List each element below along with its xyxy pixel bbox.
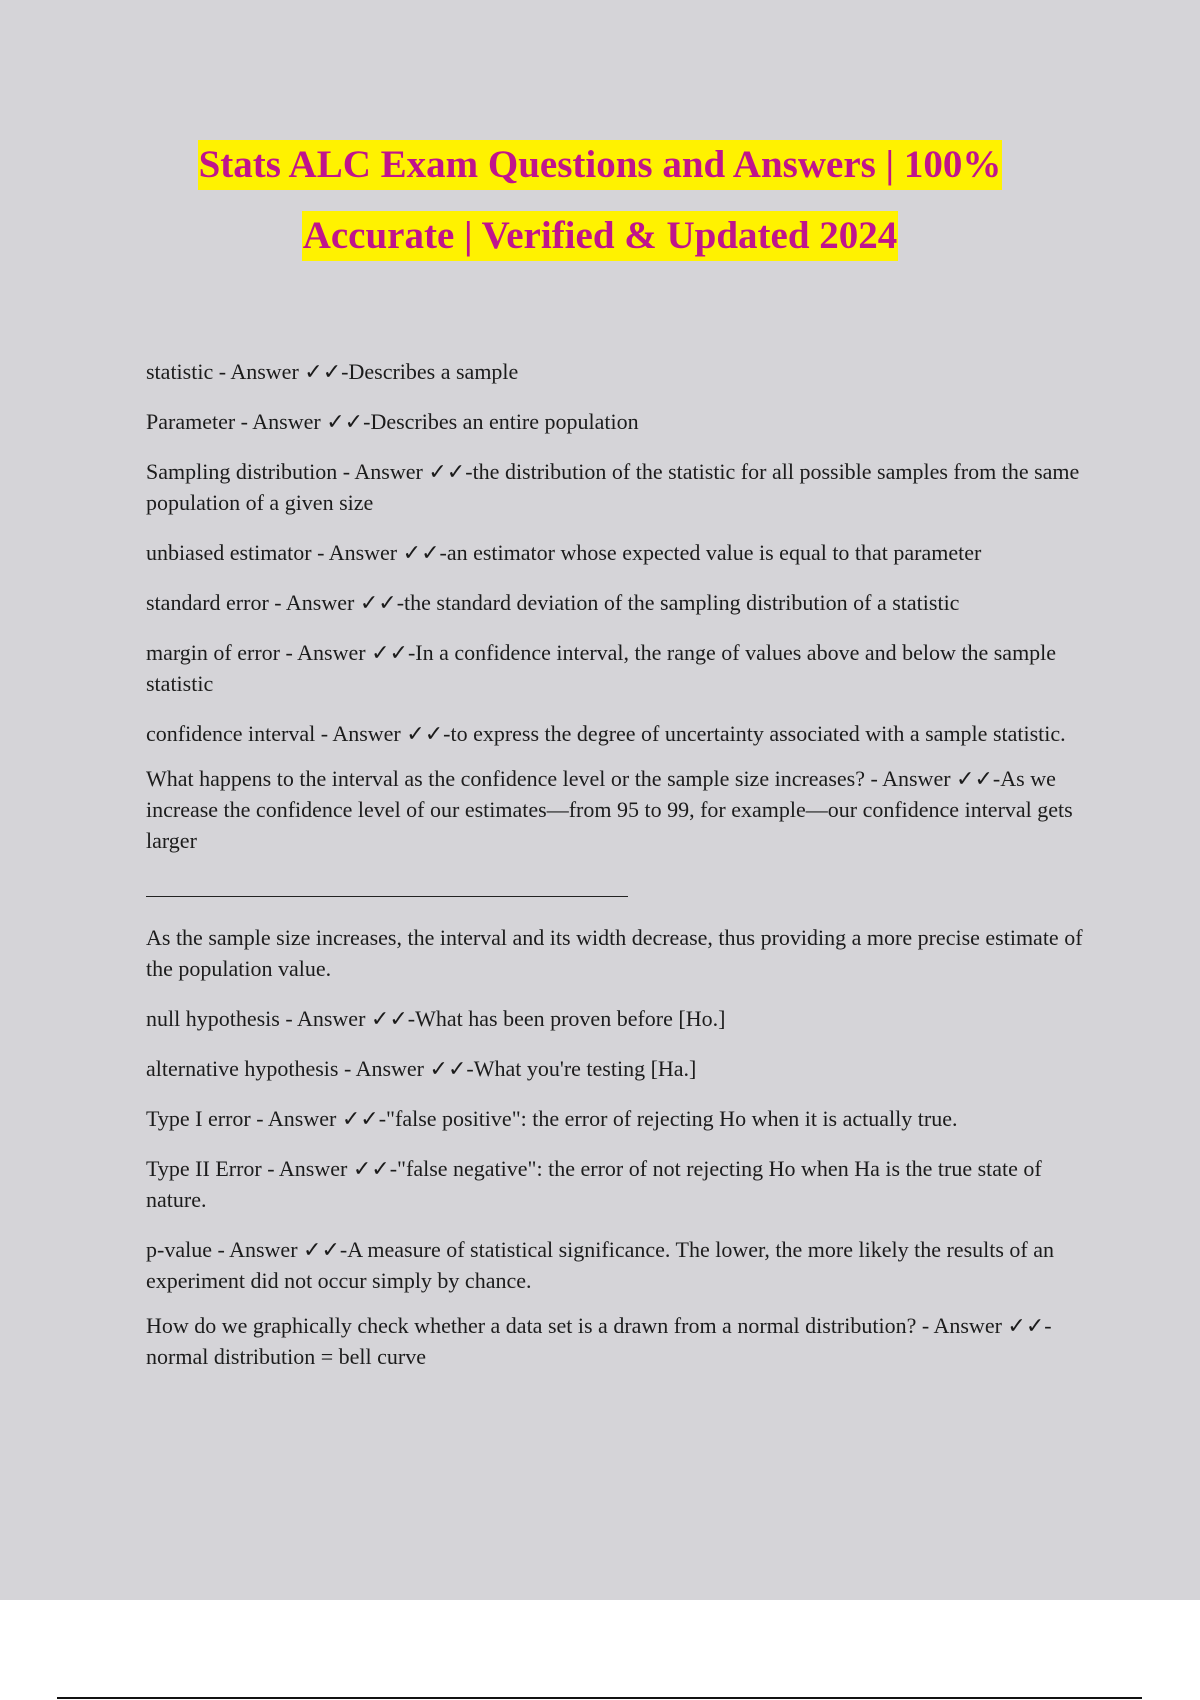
double-check-icon: ✓✓ <box>956 766 993 791</box>
double-check-icon: ✓✓ <box>326 409 364 434</box>
double-check-icon: ✓✓ <box>371 640 408 665</box>
qa-item-null-hypothesis <box>146 1003 1091 1034</box>
term: statistic <box>146 359 214 384</box>
separator: - <box>268 590 286 615</box>
dash: - <box>465 459 473 484</box>
separator: - <box>864 766 883 791</box>
answer-label: Answer <box>332 721 407 746</box>
definition: "false negative": the error of not rejecting Ho when Ha is the true state of nature. <box>146 1156 1042 1212</box>
term: What happens to the interval as the confidence level or the sample size increases? <box>146 766 865 791</box>
title-line-1: Stats ALC Exam Questions and Answers | 100% <box>198 140 1003 190</box>
qa-item-type-1-error <box>146 1103 1091 1134</box>
title-line-2: Accurate | Verified & Updated 2024 <box>302 211 899 261</box>
separator: - <box>279 1006 297 1031</box>
term: standard error <box>146 590 269 615</box>
term: null hypothesis <box>146 1006 280 1031</box>
dash: - <box>396 590 405 615</box>
qa-continuation: As the sample size increases, the interval and its width decrease, thus providing a more precise estimate of the population value. <box>146 925 1083 981</box>
qa-item-p-value <box>146 1234 1091 1296</box>
term: Type I error <box>146 1106 251 1131</box>
dash: - <box>992 766 1001 791</box>
definition: the standard deviation of the sampling distribution of a statistic <box>404 590 960 615</box>
separator: - <box>235 409 253 434</box>
qa-list <box>146 356 1091 1372</box>
definition: an estimator whose expected value is equal to that parameter <box>446 540 982 565</box>
dash: - <box>439 540 447 565</box>
qa-item-interval-change <box>146 763 1091 856</box>
double-check-icon: ✓✓ <box>1007 1313 1045 1338</box>
double-check-icon: ✓✓ <box>402 540 440 565</box>
answer-label: Answer <box>230 359 305 384</box>
dash: - <box>341 359 349 384</box>
answer-label: Answer <box>296 1006 371 1031</box>
answer-label: Answer <box>297 640 372 665</box>
separator: - <box>315 721 333 746</box>
definition: Describes a sample <box>348 359 519 384</box>
term: unbiased estimator <box>146 540 312 565</box>
separator: - <box>916 1313 934 1338</box>
answer-label: Answer <box>229 1237 304 1262</box>
term: margin of error <box>146 640 280 665</box>
answer-label: Answer <box>933 1313 1008 1338</box>
definition: What you're testing [Ha.] <box>473 1056 697 1081</box>
answer-label: Answer <box>354 459 429 484</box>
double-check-icon: ✓✓ <box>341 1106 379 1131</box>
answer-label: Answer <box>252 409 327 434</box>
qa-item-unbiased-estimator <box>146 537 1091 568</box>
qa-item-normal-check <box>146 1310 1091 1372</box>
answer-label: Answer <box>882 766 957 791</box>
definition: What has been proven before [Ho.] <box>415 1006 726 1031</box>
answer-label: Answer <box>328 540 403 565</box>
double-check-icon: ✓✓ <box>304 359 342 384</box>
double-check-icon: ✓✓ <box>359 590 397 615</box>
separator: - <box>338 1056 356 1081</box>
double-check-icon: ✓✓ <box>352 1156 390 1181</box>
definition: to express the degree of uncertainty associated with a sample statistic. <box>450 721 1066 746</box>
qa-item-type-2-error <box>146 1153 1091 1215</box>
separator: - <box>211 1237 230 1262</box>
term: Parameter <box>146 409 236 434</box>
definition: In a confidence interval, the range of values above and below the sample statistic <box>146 640 1057 696</box>
qa-item-alternative-hypothesis <box>146 1053 1091 1084</box>
answer-label: Answer <box>285 590 360 615</box>
qa-item-margin-of-error <box>146 637 1091 699</box>
dash: - <box>466 1056 474 1081</box>
definition: the distribution of the statistic for all possible samples from the same population of a given size <box>146 459 1080 515</box>
term: Sampling distribution <box>146 459 338 484</box>
term: Type II Error <box>146 1156 262 1181</box>
qa-item-statistic <box>146 356 1091 387</box>
definition: Describes an entire population <box>370 409 639 434</box>
double-check-icon: ✓✓ <box>370 1006 408 1031</box>
double-check-icon: ✓✓ <box>406 721 444 746</box>
qa-item-confidence-interval <box>146 718 1091 749</box>
term: p-value <box>146 1237 212 1262</box>
double-check-icon: ✓✓ <box>428 459 466 484</box>
footer-rule <box>57 1697 1142 1699</box>
separator: - <box>213 359 231 384</box>
term: confidence interval <box>146 721 316 746</box>
qa-item-standard-error <box>146 587 1091 618</box>
double-check-icon: ✓✓ <box>303 1237 340 1262</box>
definition: "false positive": the error of rejecting Ho when it is actually true. <box>386 1106 958 1131</box>
separator: - <box>311 540 329 565</box>
dash: - <box>389 1156 398 1181</box>
qa-item-parameter <box>146 406 1091 437</box>
double-check-icon: ✓✓ <box>429 1056 467 1081</box>
dash: - <box>1044 1313 1052 1338</box>
term: How do we graphically check whether a data set is a drawn from a normal distribution? <box>146 1313 917 1338</box>
answer-label: Answer <box>278 1156 353 1181</box>
dash: - <box>339 1237 348 1262</box>
section-divider <box>146 896 628 897</box>
answer-label: Answer <box>355 1056 430 1081</box>
dash: - <box>443 721 451 746</box>
definition: A measure of statistical significance. The lower, the more likely the results of an experiment did not occur simply by chance. <box>146 1237 1055 1293</box>
separator: - <box>337 459 355 484</box>
separator: - <box>280 640 298 665</box>
dash: - <box>378 1106 387 1131</box>
dash: - <box>407 640 416 665</box>
term: alternative hypothesis <box>146 1056 339 1081</box>
definition: As we increase the confidence level of our estimates—from 95 to 99, for example—our confidence interval gets larger <box>146 766 1073 853</box>
dash: - <box>363 409 371 434</box>
answer-label: Answer <box>267 1106 342 1131</box>
separator: - <box>261 1156 279 1181</box>
separator: - <box>250 1106 268 1131</box>
definition: normal distribution = bell curve <box>146 1344 427 1369</box>
document-title <box>0 140 1200 282</box>
dash: - <box>407 1006 416 1031</box>
qa-item-sampling-distribution <box>146 456 1091 518</box>
